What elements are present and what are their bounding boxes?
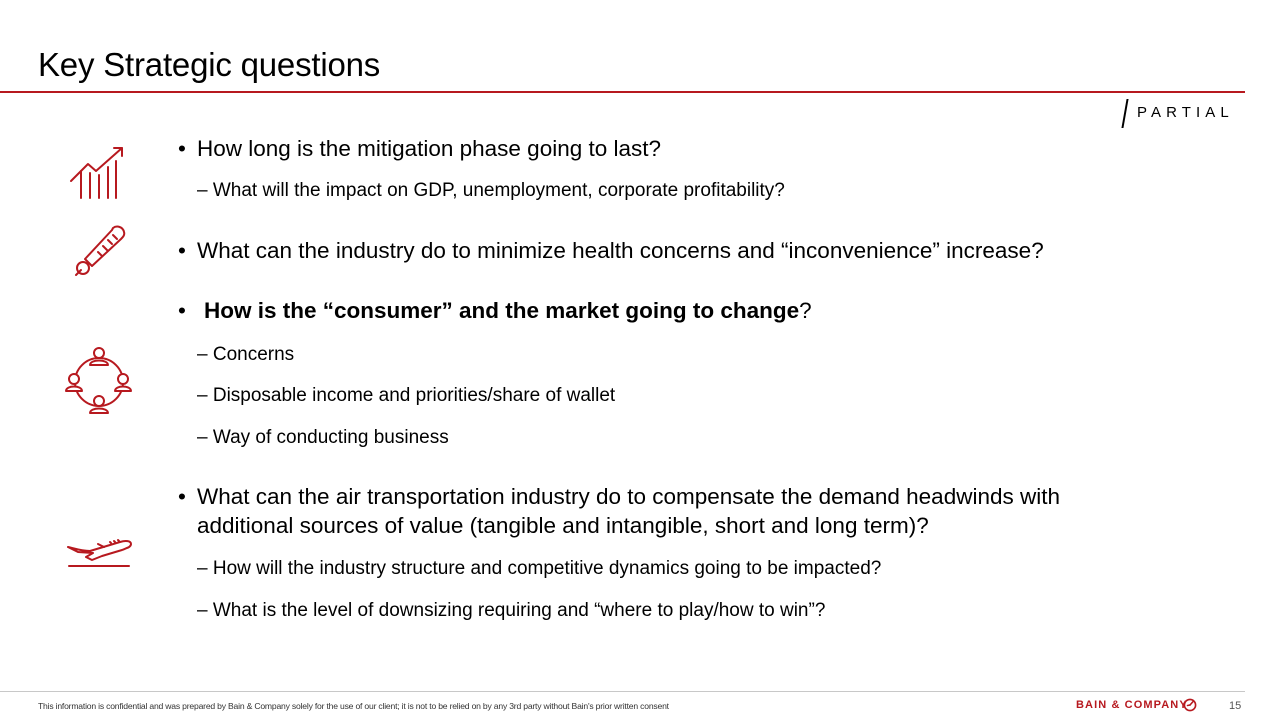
people-network-icon — [64, 344, 134, 416]
question-4 — [178, 483, 1060, 511]
badge-slash — [1121, 99, 1128, 128]
slide-title: Key Strategic questions — [38, 46, 381, 83]
bullet-marker: • — [178, 136, 186, 161]
question-4-sub-2: – What is the level of downsizing requiring and “where to play/how to win”? — [197, 600, 826, 621]
question-2-text: What can the industry do to minimize health concerns and “inconvenience” increase? — [197, 238, 1044, 263]
bullet-marker: • — [178, 238, 186, 263]
bain-logo-icon — [1183, 698, 1197, 717]
question-4-sub-1: – How will the industry structure and competitive dynamics going to be impacted? — [197, 558, 882, 579]
badge-label: PARTIAL — [1137, 104, 1234, 121]
question-2 — [178, 237, 1044, 265]
question-3-text-tail: ? — [799, 298, 812, 323]
bullet-marker: • — [178, 298, 186, 323]
bullet-marker: • — [178, 484, 186, 509]
title-divider — [0, 91, 1245, 93]
confidentiality-disclaimer: This information is confidential and was prepared by Bain & Company solely for the use of our client; it is not to be relied on by any 3rd party without Bain's prior written consent — [38, 701, 669, 711]
thermometer-icon — [72, 224, 128, 278]
question-3-sub-1: – Concerns — [197, 344, 295, 365]
question-3-sub-2: – Disposable income and priorities/share of wallet — [197, 385, 616, 406]
question-1-sub-1: – What will the impact on GDP, unemployment, corporate profitability? — [197, 180, 785, 201]
chart-growth-icon — [68, 143, 126, 201]
question-1 — [178, 135, 661, 163]
brand-name: BAIN & COMPANY — [1076, 699, 1188, 711]
question-3-text-bold: How is the “consumer” and the market going to change — [204, 298, 800, 323]
page-number: 15 — [1229, 700, 1242, 712]
partial-badge — [1121, 99, 1245, 129]
question-3-sub-3: – Way of conducting business — [197, 427, 449, 448]
question-3 — [178, 297, 812, 325]
question-4-text-line2: additional sources of value (tangible and intangible, short and long term)? — [197, 513, 929, 538]
airplane-takeoff-icon — [64, 532, 134, 570]
question-4-text-line1: What can the air transportation industry do to compensate the demand headwinds with — [197, 484, 1060, 509]
question-1-text: How long is the mitigation phase going to last? — [197, 136, 662, 161]
footer-divider — [0, 691, 1245, 692]
